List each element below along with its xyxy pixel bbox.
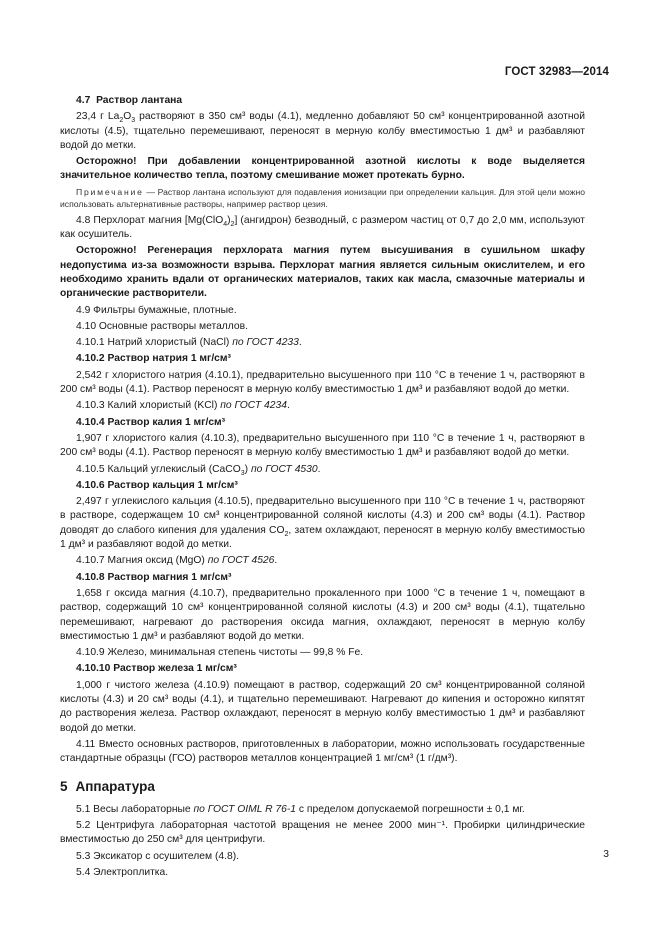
- paragraph-4-10-5: 4.10.5 Кальций углекислый (CaCO$_3$) по ГОСТ 4530.: [76, 463, 321, 477]
- paragraph-5-4: 5.4 Электроплитка.: [76, 866, 169, 878]
- subsection-heading-4-10-10: 4.10.10 Раствор железа 1 мг/см³: [76, 663, 237, 675]
- warning-4-7: Осторожно! При добавлении концентрированной азотной кислоты к воде выделяется значительное количество тепла, поэтому смешивание может протекать бурно.: [60, 156, 585, 182]
- warning-4-8: Осторожно! Регенерация перхлората магния путем высушивания в сушильном шкафу недопустима из-за возможности взрыва. Перхлорат магния является сильным окислителем, и его необходимо хранить вдали от органических материалов, таких как масла, смазочные материалы и органические растворители.: [60, 245, 585, 300]
- paragraph-4-10: 4.10 Основные растворы металлов.: [76, 320, 248, 332]
- paragraph-4-10-8: 1,658 г оксида магния (4.10.7), предварительно прокаленного при 1000 °С в течение 1 ч, помещают в раствор, содержащий 10 см³ концентрированной соляной кислоты (4.3) и 200 см³ воды (4.1), тщательно перемешивают, нагревают до растворения оксида магния, охлаждают, переносят в мерную колбу вместимостью 1 дм³ и разбавляют водой до метки.: [60, 587, 585, 642]
- subsection-heading-4-7: 4.7 Раствор лантана: [76, 95, 183, 106]
- paragraph-5-1: 5.1 Весы лабораторные по ГОСТ OIML R 76-1 с пределом допускаемой погрешности ± 0,1 мг.: [76, 803, 525, 815]
- paragraph-5-2: 5.2 Центрифуга лабораторная частотой вращения не менее 2000 мин⁻¹. Пробирки цилиндрические вместимостью до 250 см³ для центрифуги.: [60, 820, 585, 846]
- document-header: ГОСТ 32983—2014: [504, 66, 609, 78]
- note-4-7: Примечание — Раствор лантана используют для подавления ионизации при определении кальция. Для этой цели можно использовать альтернативные растворы, например раствор цезия.: [60, 186, 585, 210]
- paragraph-4-10-2: 2,542 г хлористого натрия (4.10.1), предварительно высушенного при 110 °С в течение 1 ч, растворяют в 200 см³ воды (4.1). Раствор переносят в мерную колбу вместимостью 1 дм³ и разбавляют водой до метки.: [60, 369, 585, 396]
- paragraph-4-10-1: 4.10.1 Натрий хлористый (NaCl) по ГОСТ 4233.: [76, 337, 302, 349]
- paragraph-4-10-3: 4.10.3 Калий хлористый (KCl) по ГОСТ 4234.: [76, 400, 290, 412]
- paragraph-4-10-6: 2,497 г углекислого кальция (4.10.5), предварительно высушенного при 110 °С в течение 1 ч, растворяют в растворе, содержащем 10 см³ концентрированной соляной кислоты (4.3) и 200 см³ воды (4.1). Раствор доводят до слабого кипения для удаления $CO_2$, затем охлаждают, переносят в мерную колбу вместимостью 1 дм³ и разбавляют водой до метки.: [60, 496, 585, 551]
- subsection-heading-4-10-6: 4.10.6 Раствор кальция 1 мг/см³: [76, 479, 238, 491]
- page-number: 3: [603, 849, 609, 860]
- paragraph-5-3: 5.3 Эксикатор с осушителем (4.8).: [76, 850, 239, 862]
- subsection-heading-4-10-2: 4.10.2 Раствор натрия 1 мг/см³: [76, 353, 231, 365]
- paragraph-4-11: 4.11 Вместо основных растворов, приготовленных в лаборатории, можно использовать государственные стандартные образцы (ГСО) растворов металлов концентрацией 1 мг/см³ (1 г/дм³).: [60, 738, 585, 765]
- paragraph-4-8: 4.8 Перхлорат магния $[Mg(ClO_4)_2]$ (ангидрон) безводный, с размером частиц от 0,7 до 2,0 мм, используют как осушитель.: [60, 214, 585, 241]
- paragraph-4-10-4: 1,907 г хлористого калия (4.10.3), предварительно высушенного при 110 °С в течение 1 ч, растворяют в 200 см³ воды (4.1). Раствор переносят в мерную колбу вместимостью 1 дм³ и разбавляют водой до метки.: [60, 432, 585, 459]
- subsection-heading-4-10-8: 4.10.8 Раствор магния 1 мг/см³: [76, 571, 232, 583]
- paragraph-4-10-7: 4.10.7 Магния оксид (MgO) по ГОСТ 4526.: [76, 555, 278, 567]
- section-heading-5: 5 Аппаратура: [60, 779, 155, 795]
- paragraph-4-10-9: 4.10.9 Железо, минимальная степень чистоты — 99,8 % Fe.: [76, 647, 364, 659]
- paragraph-4-7: 23,4 г $La_2O_3$ растворяют в 350 см³ воды (4.1), медленно добавляют 50 см³ концентрированной азотной кислоты (4.5), тщательно перемешивают, переносят в мерную колбу вместимостью 1 дм³ и разбавляют водой до метки.: [60, 111, 585, 151]
- paragraph-4-9: 4.9 Фильтры бумажные, плотные.: [76, 304, 237, 316]
- subsection-heading-4-10-4: 4.10.4 Раствор калия 1 мг/см³: [76, 416, 226, 428]
- document-body: [60, 94, 585, 882]
- paragraph-4-10-10: 1,000 г чистого железа (4.10.9) помещают в раствор, содержащий 20 см³ концентрированной соляной кислоты (4.3) и 20 см³ воды (4.1), и тщательно перемешивают. Нагревают до кипения и осторожно кипятят до растворения железа. Раствор охлаждают, переносят в мерную колбу вместимостью 1 дм³ и разбавляют водой до метки.: [60, 679, 585, 734]
